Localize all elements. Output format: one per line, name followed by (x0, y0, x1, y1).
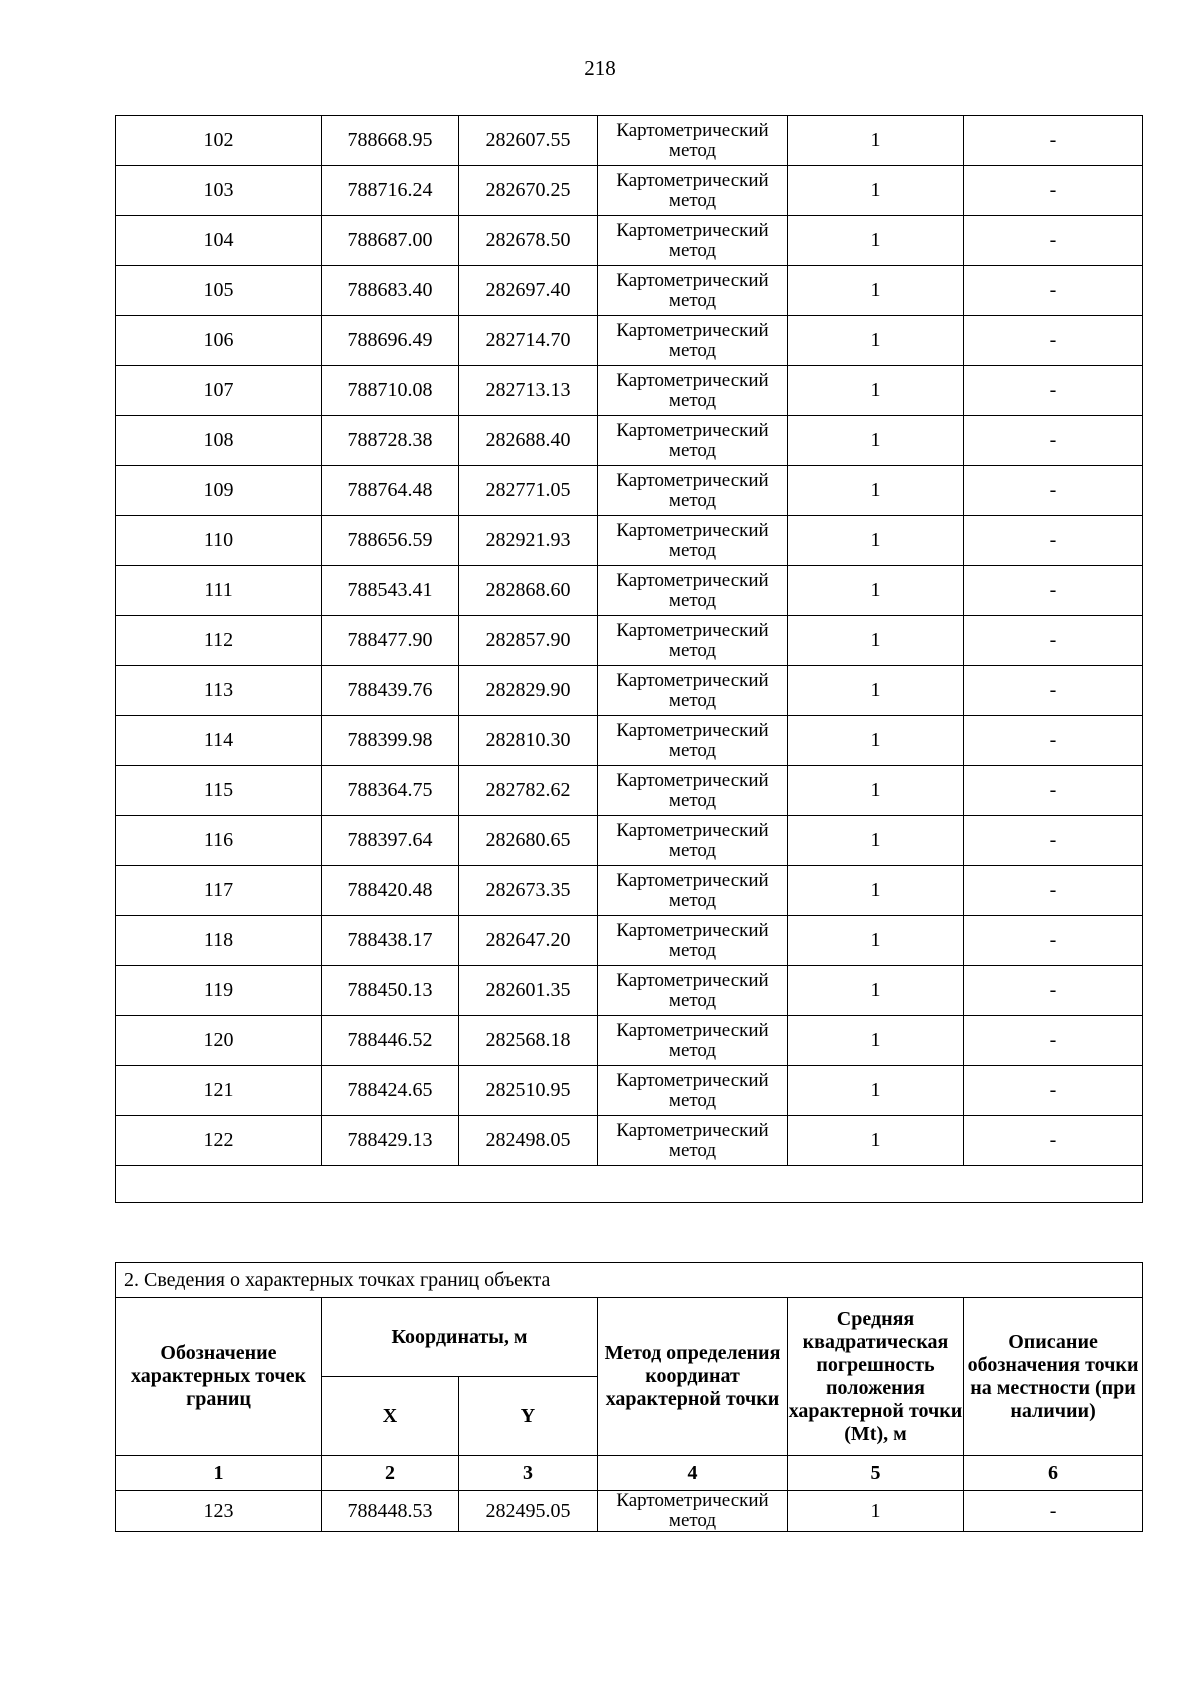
table-row (116, 466, 1143, 516)
point-cell: 115 (116, 766, 322, 816)
method-line-1: Картометрический (616, 269, 769, 291)
method-line-1: Картометрический (616, 369, 769, 391)
description-cell: - (964, 666, 1143, 716)
point-cell: 120 (116, 1016, 322, 1066)
method-line-2: метод (668, 289, 717, 311)
accuracy-cell: 1 (788, 1016, 964, 1066)
accuracy-cell: 1 (788, 966, 964, 1016)
x-cell: 788543.41 (322, 566, 459, 616)
description-cell: - (964, 516, 1143, 566)
method-cell (598, 516, 788, 566)
method-cell (598, 966, 788, 1016)
accuracy-cell: 1 (788, 116, 964, 166)
method-line-2: метод (668, 489, 717, 511)
method-line-1: Картометрический (616, 619, 769, 641)
boundary-points-table-continued (115, 115, 1143, 1203)
table-row (116, 916, 1143, 966)
point-cell: 123 (116, 1491, 322, 1532)
empty-cell (116, 1166, 1143, 1203)
x-cell: 788448.53 (322, 1491, 459, 1532)
table-caption: 2. Сведения о характерных точках границ объекта (116, 1263, 1143, 1298)
y-cell: 282688.40 (459, 416, 598, 466)
x-cell: 788696.49 (322, 316, 459, 366)
method-line-1: Картометрический (616, 569, 769, 591)
accuracy-cell: 1 (788, 766, 964, 816)
column-number: 4 (598, 1456, 788, 1491)
point-cell: 117 (116, 866, 322, 916)
point-cell: 107 (116, 366, 322, 416)
description-cell: - (964, 466, 1143, 516)
y-cell: 282714.70 (459, 316, 598, 366)
table-row (116, 266, 1143, 316)
point-cell: 111 (116, 566, 322, 616)
x-cell: 788429.13 (322, 1116, 459, 1166)
method-cell (598, 666, 788, 716)
method-line-1: Картометрический (616, 1490, 769, 1511)
description-cell: - (964, 916, 1143, 966)
accuracy-cell: 1 (788, 716, 964, 766)
description-cell: - (964, 816, 1143, 866)
method-line-2: метод (668, 989, 717, 1011)
method-cell (598, 566, 788, 616)
method-line-2: метод (668, 139, 717, 161)
method-line-2: метод (668, 789, 717, 811)
empty-row (116, 1166, 1143, 1203)
method-line-1: Картометрический (616, 819, 769, 841)
header-description: Описание обозначения точки на местности (при наличии) (964, 1298, 1143, 1456)
description-cell: - (964, 266, 1143, 316)
description-cell: - (964, 1116, 1143, 1166)
y-cell: 282697.40 (459, 266, 598, 316)
description-cell: - (964, 1066, 1143, 1116)
y-cell: 282771.05 (459, 466, 598, 516)
point-cell: 109 (116, 466, 322, 516)
table-row (116, 966, 1143, 1016)
header-x: X (322, 1377, 459, 1456)
method-line-1: Картометрический (616, 219, 769, 241)
y-cell: 282829.90 (459, 666, 598, 716)
description-cell: - (964, 566, 1143, 616)
method-line-1: Картометрический (616, 169, 769, 191)
method-line-2: метод (668, 839, 717, 861)
description-cell: - (964, 716, 1143, 766)
table-row (116, 1116, 1143, 1166)
column-number-row (116, 1456, 1143, 1491)
method-cell (598, 466, 788, 516)
accuracy-cell: 1 (788, 1116, 964, 1166)
point-cell: 103 (116, 166, 322, 216)
y-cell: 282713.13 (459, 366, 598, 416)
method-cell (598, 166, 788, 216)
y-cell: 282601.35 (459, 966, 598, 1016)
method-cell (598, 416, 788, 466)
point-cell: 118 (116, 916, 322, 966)
point-cell: 102 (116, 116, 322, 166)
header-accuracy: Средняя квадратическая погрешность положения характерной точки (Mt), м (788, 1298, 964, 1456)
y-cell: 282568.18 (459, 1016, 598, 1066)
point-cell: 105 (116, 266, 322, 316)
y-cell: 282673.35 (459, 866, 598, 916)
x-cell: 788446.52 (322, 1016, 459, 1066)
method-line-2: метод (668, 939, 717, 961)
y-cell: 282498.05 (459, 1116, 598, 1166)
table-row (116, 1066, 1143, 1116)
header-coordinates: Координаты, м (322, 1298, 598, 1377)
y-cell: 282810.30 (459, 716, 598, 766)
x-cell: 788399.98 (322, 716, 459, 766)
method-line-2: метод (668, 1089, 717, 1111)
method-line-1: Картометрический (616, 319, 769, 341)
x-cell: 788424.65 (322, 1066, 459, 1116)
method-line-1: Картометрический (616, 719, 769, 741)
point-cell: 114 (116, 716, 322, 766)
x-cell: 788687.00 (322, 216, 459, 266)
point-cell: 106 (116, 316, 322, 366)
x-cell: 788764.48 (322, 466, 459, 516)
method-line-2: метод (668, 589, 717, 611)
x-cell: 788438.17 (322, 916, 459, 966)
table-row (116, 1016, 1143, 1066)
table-row (116, 666, 1143, 716)
description-cell: - (964, 766, 1143, 816)
method-cell (598, 1066, 788, 1116)
y-cell: 282670.25 (459, 166, 598, 216)
accuracy-cell: 1 (788, 866, 964, 916)
table-row (116, 216, 1143, 266)
x-cell: 788716.24 (322, 166, 459, 216)
table-row (116, 716, 1143, 766)
method-line-1: Картометрический (616, 469, 769, 491)
header-y: Y (459, 1377, 598, 1456)
method-cell (598, 216, 788, 266)
y-cell: 282857.90 (459, 616, 598, 666)
description-cell: - (964, 616, 1143, 666)
method-line-1: Картометрический (616, 1069, 769, 1091)
accuracy-cell: 1 (788, 666, 964, 716)
table-row (116, 416, 1143, 466)
x-cell: 788420.48 (322, 866, 459, 916)
table-row (116, 366, 1143, 416)
y-cell: 282782.62 (459, 766, 598, 816)
description-cell: - (964, 316, 1143, 366)
y-cell: 282680.65 (459, 816, 598, 866)
table-row (116, 866, 1143, 916)
point-cell: 121 (116, 1066, 322, 1116)
accuracy-cell: 1 (788, 1491, 964, 1532)
method-cell (598, 816, 788, 866)
x-cell: 788450.13 (322, 966, 459, 1016)
accuracy-cell: 1 (788, 316, 964, 366)
column-number: 3 (459, 1456, 598, 1491)
method-line-1: Картометрический (616, 1019, 769, 1041)
x-cell: 788364.75 (322, 766, 459, 816)
method-line-1: Картометрический (616, 669, 769, 691)
accuracy-cell: 1 (788, 416, 964, 466)
method-line-1: Картометрический (616, 869, 769, 891)
y-cell: 282921.93 (459, 516, 598, 566)
method-line-1: Картометрический (616, 519, 769, 541)
description-cell: - (964, 116, 1143, 166)
method-cell (598, 1491, 788, 1532)
table-row (116, 1491, 1143, 1532)
accuracy-cell: 1 (788, 916, 964, 966)
x-cell: 788439.76 (322, 666, 459, 716)
description-cell: - (964, 1016, 1143, 1066)
method-line-1: Картометрический (616, 919, 769, 941)
boundary-points-table (115, 1262, 1143, 1532)
accuracy-cell: 1 (788, 616, 964, 666)
accuracy-cell: 1 (788, 266, 964, 316)
x-cell: 788477.90 (322, 616, 459, 666)
accuracy-cell: 1 (788, 816, 964, 866)
method-line-2: метод (668, 1510, 717, 1531)
page-number: 218 (584, 56, 616, 80)
column-number: 5 (788, 1456, 964, 1491)
method-line-2: метод (668, 1039, 717, 1061)
column-number: 6 (964, 1456, 1143, 1491)
description-cell: - (964, 866, 1143, 916)
table-row (116, 766, 1143, 816)
method-line-1: Картометрический (616, 969, 769, 991)
method-line-2: метод (668, 339, 717, 361)
method-cell (598, 716, 788, 766)
method-line-1: Картометрический (616, 119, 769, 141)
column-number: 2 (322, 1456, 459, 1491)
point-cell: 104 (116, 216, 322, 266)
method-line-2: метод (668, 739, 717, 761)
column-number: 1 (116, 1456, 322, 1491)
x-cell: 788656.59 (322, 516, 459, 566)
method-cell (598, 366, 788, 416)
point-cell: 108 (116, 416, 322, 466)
method-cell (598, 616, 788, 666)
method-line-2: метод (668, 639, 717, 661)
table-row (116, 616, 1143, 666)
point-cell: 113 (116, 666, 322, 716)
x-cell: 788668.95 (322, 116, 459, 166)
accuracy-cell: 1 (788, 516, 964, 566)
description-cell: - (964, 166, 1143, 216)
method-cell (598, 116, 788, 166)
x-cell: 788683.40 (322, 266, 459, 316)
accuracy-cell: 1 (788, 1066, 964, 1116)
method-cell (598, 766, 788, 816)
method-line-1: Картометрический (616, 769, 769, 791)
description-cell: - (964, 416, 1143, 466)
method-line-1: Картометрический (616, 1119, 769, 1141)
table-row (116, 116, 1143, 166)
y-cell: 282678.50 (459, 216, 598, 266)
method-cell (598, 1116, 788, 1166)
method-line-2: метод (668, 889, 717, 911)
point-cell: 110 (116, 516, 322, 566)
method-cell (598, 1016, 788, 1066)
y-cell: 282510.95 (459, 1066, 598, 1116)
x-cell: 788728.38 (322, 416, 459, 466)
point-cell: 119 (116, 966, 322, 1016)
x-cell: 788710.08 (322, 366, 459, 416)
accuracy-cell: 1 (788, 566, 964, 616)
method-line-2: метод (668, 439, 717, 461)
method-cell (598, 266, 788, 316)
point-cell: 112 (116, 616, 322, 666)
method-line-2: метод (668, 689, 717, 711)
point-cell: 116 (116, 816, 322, 866)
accuracy-cell: 1 (788, 216, 964, 266)
method-line-2: метод (668, 389, 717, 411)
table-row (116, 566, 1143, 616)
x-cell: 788397.64 (322, 816, 459, 866)
y-cell: 282607.55 (459, 116, 598, 166)
description-cell: - (964, 366, 1143, 416)
table-row (116, 316, 1143, 366)
method-line-2: метод (668, 189, 717, 211)
method-cell (598, 866, 788, 916)
description-cell: - (964, 966, 1143, 1016)
accuracy-cell: 1 (788, 466, 964, 516)
header-point: Обозначение характерных точек границ (116, 1298, 322, 1456)
method-line-2: метод (668, 539, 717, 561)
table-row (116, 166, 1143, 216)
table-row (116, 516, 1143, 566)
method-cell (598, 916, 788, 966)
accuracy-cell: 1 (788, 166, 964, 216)
method-line-2: метод (668, 239, 717, 261)
description-cell: - (964, 216, 1143, 266)
method-line-2: метод (668, 1139, 717, 1161)
method-line-1: Картометрический (616, 419, 769, 441)
y-cell: 282495.05 (459, 1491, 598, 1532)
header-method: Метод определения координат характерной точки (598, 1298, 788, 1456)
point-cell: 122 (116, 1116, 322, 1166)
method-cell (598, 316, 788, 366)
y-cell: 282868.60 (459, 566, 598, 616)
description-cell: - (964, 1491, 1143, 1532)
table-row (116, 816, 1143, 866)
accuracy-cell: 1 (788, 366, 964, 416)
y-cell: 282647.20 (459, 916, 598, 966)
